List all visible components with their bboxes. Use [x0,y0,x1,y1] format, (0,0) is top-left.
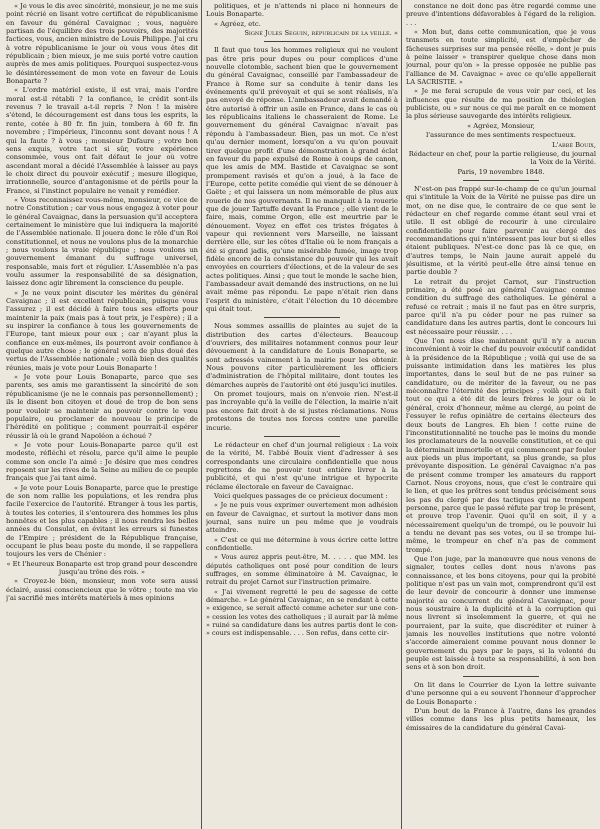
paragraph: « Je ne veux point discuter les mérites du général Cavaignac ; il est excellent républicain, puisque vous l'assurez ; il est décidé à faire tous ses efforts pour maintenir la paix (mais pas à tout prix, je l'espère) ; il a su inspirer la confiance à tous les gouvernements de l'Europe, tant mieux pour eux ; car n'ayant plus la confiance en eux-mêmes, ils pourront avoir confiance à quelque autre chose ; le général sera de plus doué des vertus de l'Assemblée nationale ; voilà bien des qualités réunies, mais je vote pour Louis Bonaparte ! [6,288,198,372]
paragraph: Le retrait du projet Carnot, sur l'instruction primaire, a été posé au général Cavaignac comme condition du suffrage des catholiques. Le général a refusé ce retrait ; mais il ne faut pas en être surpris, parce qu'il n'a pu céder pour ne pas ruiner sa candidature dans les autres partis, dont le concours lui est nécessaire pour réussir. . . . [406,277,596,336]
quoted-paragraph: « J'ai vivement regretté le peu de sagesse de cette démarche. » Le général Cavaignac, en se rendant à cette » exigence, se serait affecté comme acheter sur une con- » cession les votes des catholiques ; il aurait par là même » ruiné sa candidature dans les autres partis dont le con- » cours est indispensable. . . . Son refus, dans cette cir- [206,587,398,638]
paragraph: « Je vote pour Louis-Bonaparte parce qu'il est modeste, réfléchi et résolu, parce qu'il aime le peuple comme son oncle l'a aimé : Je désire que mes cendres reposent sur les rives de la Seine au milieu de ce peuple français que j'ai tant aimé. [6,440,198,483]
paragraph: « Je vote pour Louis Bonaparte, parce que ses parents, ses amis me garantissent la sincérité de son républicanisme (je ne le connais pas personnellement) ; ils le disent bon citoyen et doué de trop de bon sens pour vouloir se maintenir au pouvoir contre le vœu populaire, ou proclamer de nouveau le principe de l'hérédité en politique ; comment pourrait-il espérer réussir là où le grand Napoléon a échoué ? [6,373,198,440]
paragraph: Que l'on nous dise maintenant qu'il n'y a aucun inconvénient à voir le chef du pouvoir exécutif candidat à la présidence de la République ; voilà qui use de sa puissante intimidation dans les matières les plus importantes, dans le seul but de ne pas ruiner sa candidature, ou de mériter de la faveur, ou ne pas méconnaître l'éternité des principes ; voilà qui a fait tout ce qui a été dit de leurs frères le jour où le général, croix d'honneur, même au clergé, au point de l'essuyer le refus opiniâtre de certains électeurs des deux bouts de Langres. Eh bien ! cette ruine de l'inconstitutionnalité ne touche pas le moins du monde les proclamateurs de la nouvelle constitution, et ce qui la déterminait immortelle et qui commencent par fouler aux pieds un plus important, sa plus grande, sa plus prévoyante disposition. Le général Cavaignac n'a pas de présent comme tromper les amateurs du rapport Carnot. Nous croyons, nous, que c'est le contraire qui le lien, et que les prêtres sont tendus précisément sous les pas du clergé par des tactiques qui ne trompent personne, parce que le passé réfute par trop le présent, et prouve trop l'avenir. Quoi qu'il en soit, il y a nécessairement quelqu'un de trompé, ou le pouvoir lui a tendu ne devant pas ses votes, ou il se trompe lui-même, le trompeur en chef n'a pas de comment trompé. [406,337,596,554]
closing-formula: « Agréez, etc. [214,19,261,28]
paragraph: Il faut que tous les hommes religieux qui ne veulent pas être pris pour dupes ou pour complices d'une nouvelle clotomble, sachent bien que le gouvernement du général Cavaignac, conseillé par l'ambassadeur de France à Rome sur sa conduite à tenir dans les événements qu'il prévoyait et qui se sont réalisés, n'a pas envoyé de réponse. L'ambassadeur avait demandé à être autorisé à offrir un asile en France, dans le cas où les républicains italiens le chasseraient de Rome. Le gouvernement du général Cavaignac n'avait pas répondu à l'ambassadeur. Bien, pas un mot. Ce n'est qu'au dernier moment, lorsqu'on a vu qu'on pouvait tirer quelque profit d'une démonstration à grand éclat en faveur du pape expulsé de Rome à coups de canon, que les amis de MM. Bastide et Cavaignac se sont prompement ravisés et qu'on a joué, à la face de l'Europe, cette petite comédie qui vient de se dénouer à Gaëte ; et qui laissera un nom mémorable de plus aux rouerie de nos gouvernants. Il ne manquait à la rouerie que de jouer Tartuffe devant la France ; elle vient de le faire, mais, comme Orgon, elle est meurtrie par le dénouement. Voyez en effet ces tristes frégates à vapeur qui reviennent vers Marseille, ne laissant derrière elle, sur les côtes d'Italie où le nom français a été si grand jadis, qu'une misérable fumée, image trop fidèle encore de la consistance du pouvoir qui les avait envoyées en courriers d'élections, et de la valeur de ses actes politiques. Ainsi ; que tout le monde le sache bien, l'ambassadeur avait demandé des instructions, on ne lui avait même pas répondu. Le pape n'était rien dans l'esprit du ministère, c'était l'élection du 10 décembre qui était tout. [206,46,398,314]
quoted-paragraph: « Je ne puis vous exprimer ouvertement mon adhésion en faveur de Cavaignac, et surtout la motiver dans mon journal, sans nuire un peu même que je voudrais atteindre. [206,501,398,535]
paragraph: « L'ordre matériel existe, il est vrai, mais l'ordre moral est-il rétabli ? la confiance, le crédit sont-ils revenus ? le travail a-t-il repris ? Non ! la misère s'étend, le découragement est dans tous les esprits, la rente, cotée à 80 fr. fin juin, tombera à 60 fr. fin novembre ; l'impérieux, l'inconnu sont devant nous ! A qui la faute ? à vous ; monsieur Dufaure ; votre bon sens exquis, votre tact si sûr, votre expérience consommée, vous ont fait défaut le jour où votre ascendant moral a décidé l'Assemblée à laisser au pays le choix direct du pouvoir exécutif ; mesure illogique, irrationnelle, source d'antagonisme et de périls pour la France, si l'instinct populaire ne venait y remédier. [6,86,198,195]
column-rule [401,0,402,829]
paragraph: Le rédacteur en chef d'un journal religieux : La voix de la vérité, M. l'abbé Bouix vient d'adresser à ses correspondants une circulaire confidentielle que nous regrettons de ne pouvoir tout entière livrer à la publicité, et qui n'est qu'une intrigue et hypocrite réclame électorale en faveur de Cavaignac. [206,440,398,491]
closing-formula: « Agréez, Monsieur, [467,121,535,130]
quoted-paragraph: « Vous aurez appris peut-être, M. . . . . que MM. les députés catholiques ont posé pour condition de leurs suffrages, en somme éliminatoire à M. Cavaignac, le retrait du projet Carnot sur l'instruction primaire. [206,553,398,587]
quoted-paragraph: « Mon but, dans cette communication, que je vous transmets en toute simplicité, est d'empêcher de fâcheuses surprises sur ma pensée réelle, » dont je puis à peine laisser » transpirer quelque chose dans mon journal, pour qu'on » la presse opposée ne publie pas l'alliance de M. Cavaignac » avec ce qu'elle appellerait LA SACRISTIE. » [406,28,596,87]
column-2 [206,2,398,827]
paragraph: Nous sommes assaillis de plaintes au sujet de la distribution des cartes d'électeurs. Beaucoup d'ouvriers, des militaires notamment connus pour leur dévouement à la candidature de Louis Bonaparte, se sont adressés vainement à la mairie pour les obtenir. Nous pouvons citer particulièrement les officiers d'administration de l'hôpital militaire, dont toutes les démarches auprès de l'autorité ont été jusqu'ici inutiles. [206,322,398,389]
paragraph: « Vous reconnaissez vous-même, monsieur, ce vice de notre Constitution ; car vous nous engagez à voter pour le général Cavaignac, dans la persuasion qu'il acceptera certainement le ministère que lui indiquera la majorité de l'Assemblée nationale. Il jouera donc le rôle d'un Roi constitutionnel, et nous ne voulons plus de la monarchie ; nous voulons la vraie république ; nous voulons un gouvernement émanant du suffrage universel, responsable, mais fort et régulier. L'Assemblée n'a pas voulu assumer la responsabilité de sa désignation, laissez donc agir librement la conscience du peuple. [6,195,198,288]
signature-title: Rédacteur en chef, pour la partie religieuse, du journal la Voix de la Vérité. [408,149,596,167]
verse-quote: « Et l'heureux Bonaparte est trop grand pour descendre jusqu'au trône des rois. » [6,559,198,577]
column-rule [201,0,202,829]
signature: Signé Jules Seguin, républicain de la veille. » [244,29,398,38]
section-divider [463,180,539,181]
section-divider [264,41,341,42]
paragraph: Que l'on juge, par la manœuvre que nous venons de signaler, toutes celles dont nous n'avons pas connaissance, et les bons citoyens, pour qui la probité politique n'est pas un vain mot, comprendront qu'il est de leur devoir de concourir à donner une immense majorité au concurrent du général Cavaignac, pour nous soustraire à la duplicité et à la corruption qui nous livrent si insolemment la guerre, et qui ne pourraient, par la suite, que discréditer et ruiner à jamais les nouvelles institutions que notre volonté s'accorde aimeraient comme pouvant nous donner le gouvernement du pays par le pays, si la volonté du peuple est laissée à toute sa responsabilité, à son bon sens et à son bon droit. [406,555,596,672]
paragraph: N'est-on pas frappé sur-le-champ de ce qu'un journal qui s'intitule la Voix de la Vérité ne puisse pas dire un mot, on ne dise que, le contraire de ce que sent le rédacteur en chef regarde comme étant seul vrai et utile. Il est obligé de recourir à une circulaire confidentielle pour faire parvenir au clergé des recommandations qui n'intéressent pas leur but si elles étaient publiques. N'est-ce donc pas là ce que, en d'autres temps, le Nain jaune aurait appelé du jésuitisme, et la vérité peut-elle être ainsi tenue en partie double ? [406,184,596,277]
section-divider [463,676,539,677]
quoted-paragraph: constance ne doit donc pas être regardé comme une preuve d'intentions défavorables à l'égard de la religion. . . . [406,2,596,27]
quoted-paragraph: « C'est ce qui me détermine à vous écrire cette lettre confidentielle. [206,535,398,552]
closing-formula: l'assurance de mes sentiments respectueux. [426,131,576,140]
paragraph: politiques, et je n'attends ni place ni honneurs de Louis Bonaparte. [206,2,398,19]
paragraph: On promet toujours, mais on n'envoie rien. N'est-il pas incroyable qu'à la veille de l'élection, la mairie n'ait pas encore fait droit à de si justes réclamations. Nous protestons de toutes nos forces contre une pareille incurie. [206,390,398,432]
paragraph: « Je vote pour Louis Bonaparte, parce que le prestige de son nom rallie les populations, et les rendra plus facile l'exercice de l'autorité. Etranger à tous les partis, à toutes les coteries, il s'entourera des hommes les plus honnêtes et les plus capables ; il nous rendra les belles années du Consulat, en évitant les erreurs si funestes de l'Empire ; président de la République française, occupant le plus beau poste du monde, il se rappellera toujours les vers de Chénier : [6,483,198,559]
paragraph: On lit dans le Courrier de Lyon la lettre suivante d'une personne qui a eu souvent l'honneur d'approcher de Louis Bonaparte : [406,680,596,706]
column-3 [406,2,596,827]
section-divider [264,436,341,437]
column-1 [6,2,198,827]
paragraph: « Je vous le dis avec sincérité, monsieur, je ne me suis point récrié en lisant votre certificat de républicanisme en faveur du général Cavaignac ; vous, naguère partisan de l'équilibre des trois pouvoirs, des majorités factices, vous, ancien ministre de Louis Philippe. J'ai cru à votre républicanisme le jour où vous vous êtes dit républicain ; bien mieux, je me suis porté votre caution auprès de mes amis politiques. Pourquoi suspectez-vous le désintéressement de mon vote en faveur de Louis Bonaparte ? [6,2,198,86]
signature-date: Paris, 19 novembre 1848. [457,167,545,176]
section-divider [264,317,341,318]
paragraph: D'un bout de la France à l'autre, dans les grandes villes comme dans les plus petits hameaux, les émissaires de la candidature du général Cavai- [406,706,596,732]
signature-name: L'abbé Bouix, [552,140,596,149]
paragraph: « Croyez-le bien, monsieur, mon vote sera aussi éclairé, aussi consciencieux que le vôtre ; toute ma vie j'ai sacrifié mes intérêts matériels à mes opinions [6,577,198,603]
quoted-paragraph: « Je me ferai scrupule de vous voir par ceci, et les influences que résulte de ma position de théologien publiciste, ou » sur nous ce qui me paraît en ce moment la plus sérieuse sauvegarde des intérêts religieux. [406,87,596,121]
paragraph: Voici quelques passages de ce précieux document : [214,491,388,500]
